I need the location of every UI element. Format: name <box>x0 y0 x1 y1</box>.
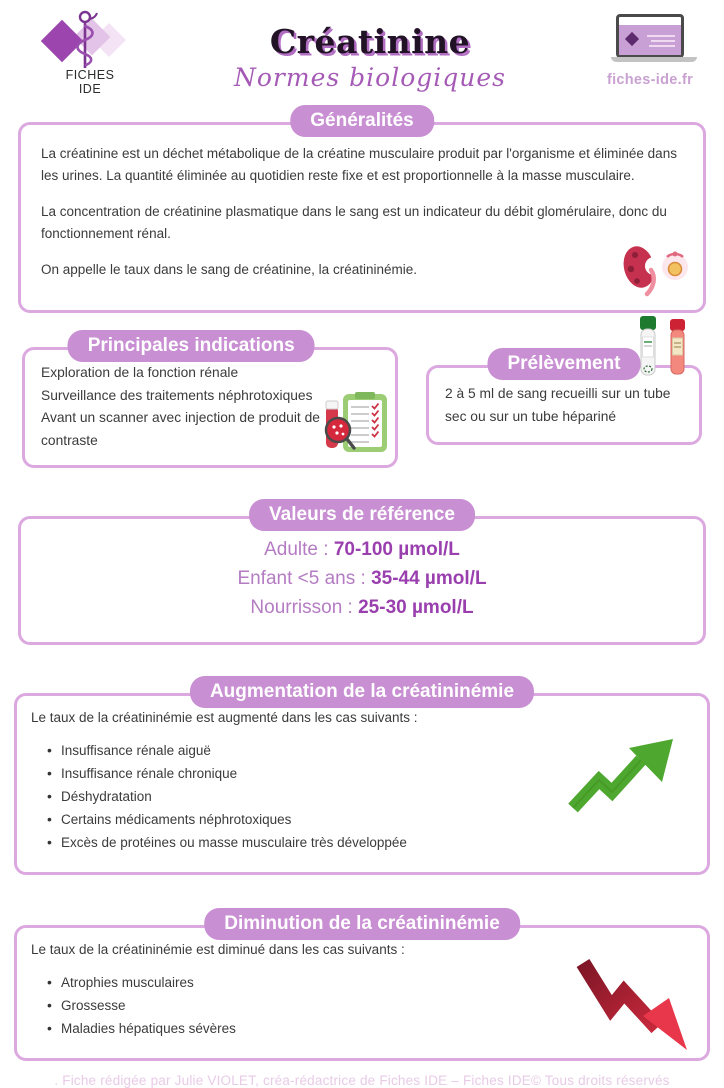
generalites-box <box>18 122 706 313</box>
augmentation-item: • Insuffisance rénale aiguë <box>47 743 557 758</box>
laptop-icon <box>611 14 689 66</box>
augmentation-list <box>47 743 557 850</box>
indications-box <box>22 347 398 468</box>
indication-item: Exploration de la fonction rénale <box>41 364 239 380</box>
logo-text-line2: IDE <box>78 82 102 97</box>
indication-item: Surveillance des traitements néphrotoxiques <box>41 387 313 403</box>
value-label: Adulte : <box>264 538 334 560</box>
logo-art <box>45 10 135 68</box>
value-label: Nourrisson : <box>250 596 359 618</box>
section-generalites <box>18 110 706 313</box>
augmentation-item: • Excès de protéines ou masse musculaire très développée <box>47 835 557 850</box>
page-subtitle: Normes biologiques <box>234 63 506 92</box>
section-title-augmentation: Augmentation de la créatininémie <box>190 676 534 708</box>
fiches-ide-logo <box>30 10 150 97</box>
augmentation-item: • Déshydratation <box>47 789 557 804</box>
diminution-item: • Grossesse <box>47 998 547 1013</box>
generalites-paragraph: La créatinine est un déchet métabolique de la créatine musculaire produit par l'organisme et éliminée dans les urines. La quantité éliminée au quotidien reste fixe et est proportionnelle à la masse musculaire. <box>41 146 677 183</box>
generalites-paragraph: On appelle le taux dans le sang de créatinine, la créatininémie. <box>41 262 417 278</box>
section-indications <box>22 334 398 468</box>
diminution-item: • Maladies hépatiques sévères <box>47 1021 547 1036</box>
section-title-diminution: Diminution de la créatininémie <box>204 908 520 940</box>
indication-item: Avant un scanner avec injection de produit de contraste <box>41 410 320 449</box>
section-valeurs <box>18 503 706 645</box>
prelevement-text: 2 à 5 ml de sang recueilli sur un tube sec ou sur un tube hépariné <box>445 385 671 425</box>
diminution-intro: Le taux de la créatininémie est diminué dans les cas suivants : <box>31 941 405 957</box>
augmentation-item: • Insuffisance rénale chronique <box>47 766 557 781</box>
caduceus-icon <box>63 10 107 70</box>
indications-prelevement-row <box>22 334 702 468</box>
logo-text-line1: FICHES <box>65 68 115 82</box>
section-augmentation <box>14 680 710 875</box>
section-title-indications: Principales indications <box>68 330 315 362</box>
footer-credit: . Fiche rédigée par Julie VIOLET, créa-rédactrice de Fiches IDE – Fiches IDE© Tous droits réservés <box>54 1072 670 1088</box>
laptop-screen-banner <box>619 25 681 55</box>
blood-tubes-icon <box>634 315 692 386</box>
section-prelevement <box>426 352 702 445</box>
section-diminution <box>14 912 710 1061</box>
valeurs-box <box>18 516 706 645</box>
page-title: Créatinine <box>269 22 471 61</box>
diminution-box <box>14 925 710 1061</box>
diminution-item: • Atrophies musculaires <box>47 975 547 990</box>
diminution-list <box>47 975 547 1036</box>
augmentation-box <box>14 693 710 875</box>
reference-value-row <box>37 539 687 561</box>
checklist-magnifier-icon <box>323 390 389 459</box>
section-title-generalites: Généralités <box>290 105 434 137</box>
value-number: 35-44 µmol/L <box>371 567 487 589</box>
page-header <box>0 0 724 96</box>
website-label: fiches-ide.fr <box>606 72 694 88</box>
green-up-arrow-icon <box>569 738 677 819</box>
red-down-arrow-icon <box>569 958 691 1059</box>
laptop-screen <box>616 14 684 58</box>
laptop-base <box>611 57 697 62</box>
section-title-prelevement: Prélèvement <box>487 348 640 380</box>
augmentation-intro: Le taux de la créatininémie est augmenté dans les cas suivants : <box>31 709 418 725</box>
augmentation-item: • Certains médicaments néphrotoxiques <box>47 812 557 827</box>
value-number: 25-30 µmol/L <box>358 596 474 618</box>
reference-value-row <box>37 568 687 590</box>
kidney-icon <box>617 241 691 304</box>
value-number: 70-100 µmol/L <box>333 538 460 560</box>
generalites-paragraph: La concentration de créatinine plasmatique dans le sang est un indicateur du débit glomérulaire, donc du fonctionnement rénal. <box>41 204 667 241</box>
reference-value-row <box>37 597 687 619</box>
value-label: Enfant <5 ans : <box>237 567 372 589</box>
section-title-valeurs: Valeurs de référence <box>249 499 475 531</box>
